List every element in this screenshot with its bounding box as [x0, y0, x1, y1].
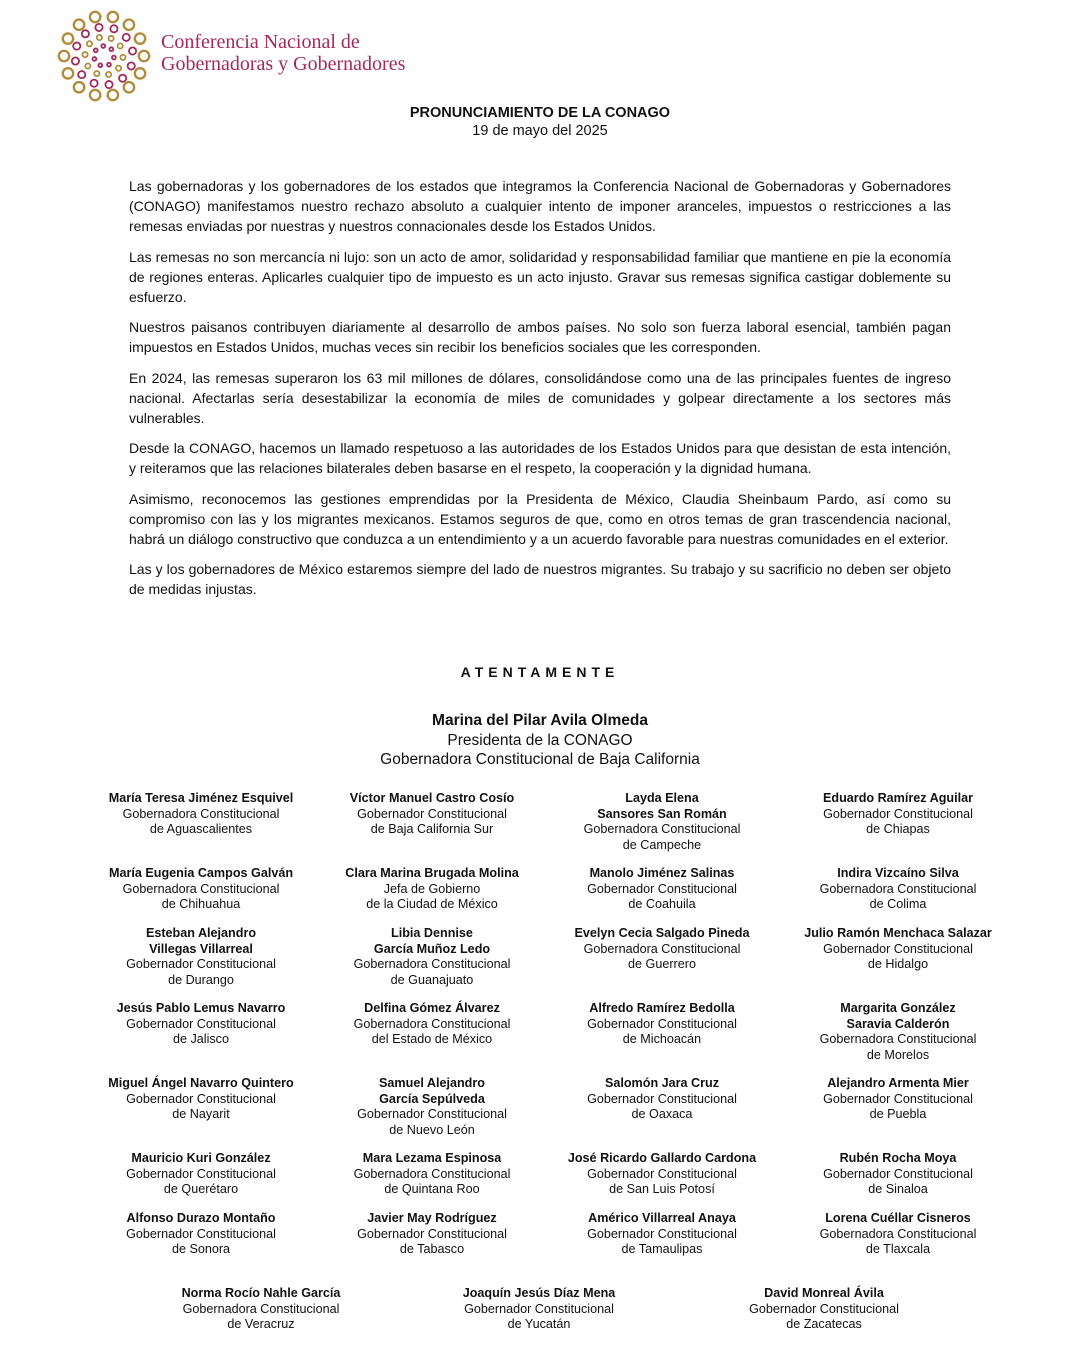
signatory-state: de Durango: [168, 972, 234, 987]
signatory-title: Gobernador Constitucional: [587, 1166, 737, 1181]
signatory-block: [81, 1076, 321, 1123]
signatory-state: de Veracruz: [227, 1317, 295, 1332]
logo-ring-dot: [109, 36, 114, 41]
signatory-name: Miguel Ángel Navarro Quintero: [108, 1076, 294, 1090]
signatory-block: [81, 791, 321, 838]
signatory-state: de Guerrero: [628, 957, 696, 972]
logo-ring-dot: [94, 48, 98, 52]
signatory-name: Eduardo Ramírez Aguilar: [823, 791, 973, 805]
logo-ring-dot: [106, 72, 111, 77]
signatory-block: [312, 1001, 552, 1048]
signatory-title: Gobernadora Constitucional: [122, 881, 280, 896]
president-name: Marina del Pilar Avila Olmeda: [432, 712, 648, 729]
signatory-title: Gobernador Constitucional: [823, 1166, 973, 1181]
signatory-title: Gobernador Constitucional: [126, 1226, 276, 1241]
signatory-name: Esteban Alejandro: [145, 926, 257, 940]
logo-ring-dot: [124, 82, 134, 92]
signatory-name: Layda Elena: [625, 791, 699, 805]
signatory-name: Villegas Villarreal: [149, 941, 253, 956]
logo-ring-dot: [93, 57, 97, 61]
signatory-title: Gobernador Constitucional: [823, 1091, 973, 1106]
signatory-name: Jesús Pablo Lemus Navarro: [116, 1001, 286, 1015]
logo-ring-dot: [63, 33, 73, 43]
document-body: [129, 176, 951, 610]
signatory-block: [419, 1286, 659, 1333]
signatory-title: Gobernadora Constitucional: [353, 957, 511, 972]
signatory-block: [778, 791, 1018, 838]
signatory-block: [81, 1211, 321, 1258]
signatory-block: [81, 926, 321, 988]
document-date: 19 de mayo del 2025: [472, 123, 608, 139]
signatory-title: Gobernador Constitucional: [587, 881, 737, 896]
paragraph: Las gobernadoras y los gobernadores de los estados que integramos la Conferencia Nacional de Gobernadoras y Gobernadores (CONAGO) manifestamos nuestro rechazo absoluto a cualquier intento de imponer aranceles, impuestos o restricciones a las remesas enviadas por nuestras y nuestros connacionales desde los Estados Unidos.: [129, 178, 951, 234]
logo-ring-dot: [129, 47, 136, 54]
signatory-name: Rubén Rocha Moya: [839, 1151, 957, 1165]
signatory-state: de San Luis Potosí: [609, 1182, 715, 1197]
signatory-state: de Sonora: [171, 1242, 231, 1257]
signatory-block: [312, 791, 552, 838]
logo-ring-dot: [90, 80, 97, 87]
signatory-title: Gobernador Constitucional: [587, 1226, 737, 1241]
conago-logo: [56, 8, 152, 104]
signatory-name: Clara Marina Brugada Molina: [345, 866, 519, 880]
signatory-block: [778, 926, 1018, 973]
signatory-block: [81, 866, 321, 913]
logo-ring-dot: [82, 52, 87, 57]
signatory-state: de Tabasco: [399, 1242, 465, 1257]
logo-ring-dot: [85, 63, 90, 68]
logo-ring-dot: [87, 41, 92, 46]
signatory-title: Gobernador Constitucional: [587, 1091, 737, 1106]
signatory-title: Gobernador Constitucional: [357, 806, 507, 821]
signatory-state: de Aguascalientes: [149, 822, 253, 837]
signatory-state: de Sinaloa: [868, 1182, 928, 1197]
signatory-name: Américo Villarreal Anaya: [588, 1211, 736, 1225]
signatory-name: García Sepúlveda: [379, 1091, 485, 1106]
closing-salutation: ATENTAMENTE: [460, 664, 620, 680]
logo-ring-dot: [72, 57, 79, 64]
signatory-title: Gobernadora Constitucional: [819, 1032, 977, 1047]
logo-ring-dot: [109, 47, 113, 51]
signatory-title: Gobernadora Constitucional: [819, 1226, 977, 1241]
signatory-block: [542, 1211, 782, 1258]
logo-ring-dot: [59, 51, 69, 61]
president-role: Presidenta de la CONAGO: [447, 731, 633, 749]
logo-ring-dot: [74, 82, 84, 92]
org-name-line1: Conferencia Nacional de: [161, 31, 360, 53]
signatory-name: Mauricio Kuri González: [131, 1151, 271, 1165]
org-name-line2: Gobernadoras y Gobernadores: [161, 53, 406, 75]
signatory-title: Gobernadora Constitucional: [819, 881, 977, 896]
signatory-name: Indira Vizcaíno Silva: [837, 866, 959, 880]
signatory-block: [778, 866, 1018, 913]
signatory-name: Evelyn Cecia Salgado Pineda: [574, 926, 750, 940]
signatory-name: Norma Rocío Nahle García: [181, 1286, 341, 1300]
signatory-title: Gobernadora Constitucional: [583, 822, 741, 837]
signatory-title: Gobernador Constitucional: [357, 1107, 507, 1122]
signatory-title: Gobernador Constitucional: [464, 1301, 614, 1316]
signatory-block: [542, 1151, 782, 1198]
signatory-name: Lorena Cuéllar Cisneros: [825, 1211, 971, 1225]
signatory-block: [778, 1151, 1018, 1198]
signatory-title: Gobernador Constitucional: [126, 1091, 276, 1106]
signatory-title: Gobernador Constitucional: [126, 957, 276, 972]
paragraph: Asimismo, reconocemos las gestiones emprendidas por la Presidenta de México, Claudia Sheinbaum Pardo, así como su compromiso con las y los migrantes mexicanos. Estamos seguros de que, como en otros temas de gran trascendencia nacional, habrá un diálogo constructivo que conduzca a un entendimiento y a un acuerdo favorable para nuestras comunidades en el exterior.: [129, 490, 951, 547]
signatory-title: Gobernador Constitucional: [749, 1301, 899, 1316]
signatory-block: [542, 926, 782, 973]
signatory-block: [81, 1001, 321, 1048]
signatory-name: David Monreal Ávila: [764, 1286, 884, 1300]
signatory-state: de Zacatecas: [786, 1317, 862, 1332]
logo-ring-dot: [82, 30, 89, 37]
logo-ring-dot: [135, 33, 145, 43]
logo-ring-dot: [116, 66, 121, 71]
logo-ring-dot: [128, 62, 135, 69]
signatory-name: Alejandro Armenta Mier: [827, 1076, 969, 1090]
logo-ring-dot: [98, 63, 102, 67]
logo-ring-dot: [94, 71, 99, 76]
signatory-name: Alfonso Durazo Montaño: [126, 1211, 276, 1225]
signatory-block: [312, 1211, 552, 1258]
signatory-name: Joaquín Jesús Díaz Mena: [462, 1286, 616, 1300]
signatory-name: García Muñoz Ledo: [373, 941, 491, 956]
paragraph: Las remesas no son mercancía ni lujo: son un acto de amor, solidaridad y responsabilidad familiar que mantiene en pie la economía de regiones enteras. Aplicarles cualquier tipo de impuesto es un acto injusto. Gravar sus remesas significa castigar doblemente su esfuerzo.: [129, 248, 951, 305]
logo-ring-dot: [112, 56, 116, 60]
signatory-state: de Campeche: [622, 837, 702, 852]
signatory-state: de Oaxaca: [631, 1107, 693, 1122]
signatory-block: [542, 866, 782, 913]
signatory-state: de Yucatán: [507, 1317, 571, 1332]
logo-ring-dot: [95, 24, 102, 31]
logo-ring-dot: [135, 68, 145, 78]
signatory-name: Sansores San Román: [597, 806, 727, 821]
logo-ring-dot: [74, 20, 84, 30]
signatory-name: Julio Ramón Menchaca Salazar: [804, 926, 992, 940]
signatory-title: Gobernadora Constitucional: [122, 806, 280, 821]
logo-ring-dot: [101, 44, 105, 48]
signatory-title: Gobernador Constitucional: [357, 1226, 507, 1241]
signatory-title: Gobernador Constitucional: [126, 1166, 276, 1181]
logo-ring-dot: [110, 25, 117, 32]
signatory-state: de Coahuila: [628, 897, 696, 912]
signatory-state: de Tamaulipas: [621, 1242, 703, 1257]
signatory-name: Manolo Jiménez Salinas: [589, 866, 735, 880]
signatory-block: [778, 1211, 1018, 1258]
signatory-name: María Eugenia Campos Galván: [108, 866, 294, 880]
president-title: Gobernadora Constitucional de Baja California: [380, 751, 700, 768]
document-title: PRONUNCIAMIENTO DE LA CONAGO: [409, 105, 671, 121]
signatory-block: [312, 926, 552, 988]
signatory-state: de Quintana Roo: [384, 1182, 480, 1197]
signatory-name: Libia Dennise: [391, 926, 473, 940]
signatory-state: de Chiapas: [866, 822, 930, 837]
logo-ring-dot: [97, 35, 102, 40]
signatory-state: de Michoacán: [622, 1032, 702, 1047]
logo-ring-dot: [63, 68, 73, 78]
signatory-name: Víctor Manuel Castro Cosío: [349, 791, 515, 805]
logo-ring-dot: [119, 75, 126, 82]
signatory-title: Gobernador Constitucional: [823, 806, 973, 821]
signatory-title: Gobernador Constitucional: [587, 1016, 737, 1031]
logo-ring-dot: [90, 12, 100, 22]
paragraph: Nuestros paisanos contribuyen diariamente al desarrollo de ambos países. No solo son fuerza laboral esencial, también pagan impuestos en Estados Unidos, muchas veces sin recibir los beneficios sociales que les corresponden.: [129, 319, 951, 355]
signatory-title: Gobernadora Constitucional: [353, 1016, 511, 1031]
signatory-state: de Querétaro: [163, 1182, 239, 1197]
signatory-state: de Jalisco: [172, 1032, 229, 1047]
logo-ring-dot: [123, 34, 130, 41]
signatory-name: María Teresa Jiménez Esquivel: [108, 791, 294, 805]
signatory-state: del Estado de México: [371, 1032, 493, 1047]
signatory-block: [542, 1001, 782, 1048]
signatory-block: [542, 1076, 782, 1123]
signatory-name: Javier May Rodríguez: [367, 1211, 497, 1225]
logo-ring-dot: [108, 12, 118, 22]
logo-ring-dot: [78, 71, 85, 78]
signatory-name: Margarita González: [840, 1001, 956, 1015]
signatory-state: de Tlaxcala: [865, 1242, 931, 1257]
logo-ring-dot: [108, 90, 118, 100]
signatory-state: de Nuevo León: [389, 1122, 475, 1137]
signatory-block: [312, 1076, 552, 1138]
signatory-name: Delfina Gómez Álvarez: [364, 1001, 500, 1015]
logo-ring-dot: [120, 55, 125, 60]
signatory-state: de Hidalgo: [867, 957, 929, 972]
paragraph: En 2024, las remesas superaron los 63 mil millones de dólares, consolidándose como una de las principales fuentes de ingreso nacional. Afectarlas sería desestabilizar la economía de miles de comunidades y golpear directamente a los sectores más vulnerables.: [129, 369, 951, 426]
signatory-state: de Colima: [869, 897, 927, 912]
signatory-title: Gobernadora Constitucional: [583, 941, 741, 956]
logo-ring-dot: [139, 51, 149, 61]
signatory-name: José Ricardo Gallardo Cardona: [567, 1151, 757, 1165]
signatory-state: de Morelos: [866, 1047, 930, 1062]
signatory-block: [778, 1001, 1018, 1063]
signatory-name: Samuel Alejandro: [379, 1076, 485, 1090]
signatory-title: Jefa de Gobierno: [383, 881, 481, 896]
signatory-block: [704, 1286, 944, 1333]
signatory-name: Saravia Calderón: [846, 1016, 950, 1031]
signatory-state: de Guanajuato: [390, 972, 474, 987]
paragraph: Las y los gobernadores de México estaremos siempre del lado de nuestros migrantes. Su trabajo y su sacrificio no deben ser objeto de medidas injustas.: [129, 561, 951, 597]
signatory-block: [778, 1076, 1018, 1123]
document-heading: [0, 104, 1080, 140]
president-signature: [0, 711, 1080, 770]
organization-name: [161, 31, 405, 75]
signatory-title: Gobernadora Constitucional: [182, 1301, 340, 1316]
signatory-state: de Puebla: [869, 1107, 927, 1122]
paragraph: Desde la CONAGO, hacemos un llamado respetuoso a las autoridades de los Estados Unidos para que desistan de esta intención, y reiteramos que las relaciones bilaterales deben basarse en el respeto, la cooperación y la dignidad humana.: [129, 440, 951, 476]
logo-ring-dot: [124, 20, 134, 30]
logo-ring-dot: [90, 90, 100, 100]
signatory-title: Gobernadora Constitucional: [353, 1166, 511, 1181]
signatory-title: Gobernador Constitucional: [126, 1016, 276, 1031]
signatory-block: [312, 866, 552, 913]
logo-ring-dot: [105, 81, 112, 88]
signatory-name: Salomón Jara Cruz: [604, 1076, 720, 1090]
signatory-state: de Baja California Sur: [370, 822, 494, 837]
signatory-block: [542, 791, 782, 853]
signatory-name: Alfredo Ramírez Bedolla: [589, 1001, 735, 1015]
signatory-state: de Nayarit: [172, 1107, 230, 1122]
logo-ring-dot: [107, 63, 111, 67]
signatory-block: [81, 1151, 321, 1198]
logo-ring-dot: [73, 42, 80, 49]
signatory-block: [141, 1286, 381, 1333]
signatory-block: [312, 1151, 552, 1198]
signatory-name: Mara Lezama Espinosa: [362, 1151, 502, 1165]
logo-ring-dot: [118, 43, 123, 48]
signatory-state: de Chihuahua: [161, 897, 241, 912]
signatory-state: de la Ciudad de México: [366, 897, 498, 912]
signatory-title: Gobernador Constitucional: [823, 941, 973, 956]
